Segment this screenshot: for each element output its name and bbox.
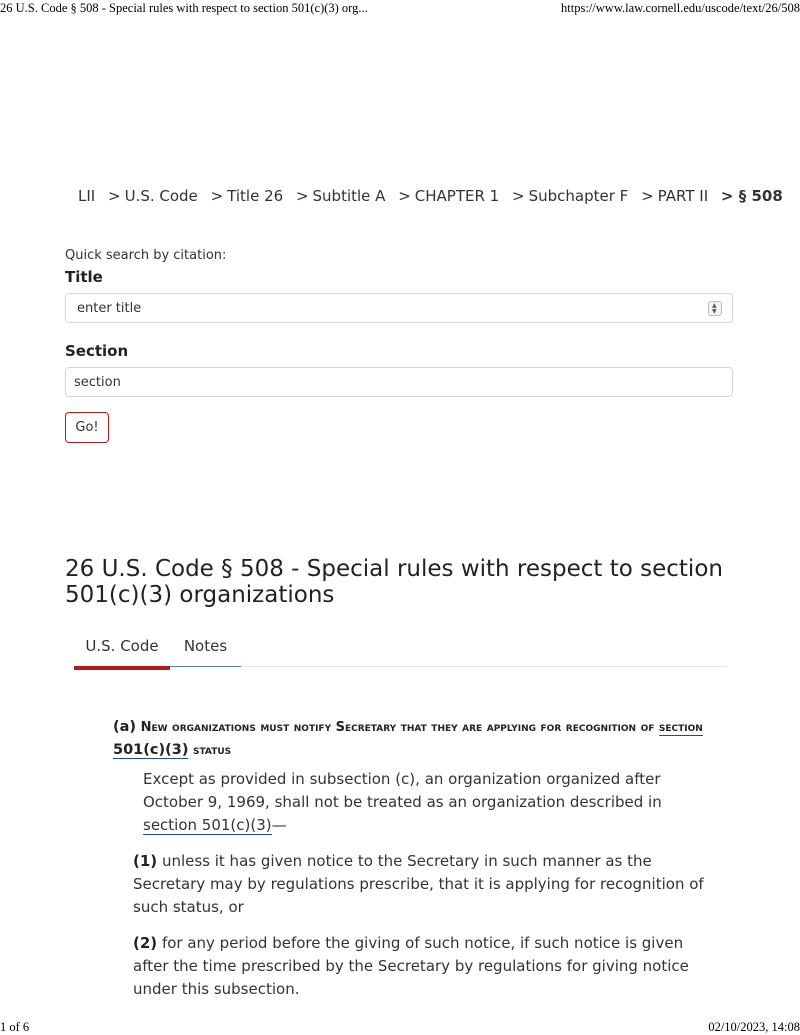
chevron-down-icon[interactable]: ▼ <box>712 308 717 315</box>
print-header-url: https://www.law.cornell.edu/uscode/text/26/508 <box>561 1 800 15</box>
heading-link-word: section <box>658 720 703 735</box>
section-field-label: Section <box>65 342 129 360</box>
paragraph-2-text: for any period before the giving of such notice, if such notice is given after the time prescribed by the Secretary by regulations for giving notice under this subsection. <box>133 934 689 998</box>
tab-us-code[interactable]: U.S. Code <box>74 632 170 670</box>
statute-content <box>113 716 713 1001</box>
section-input[interactable] <box>65 367 733 397</box>
heading-link-number: 501(c)(3) <box>113 742 189 758</box>
breadcrumb-title-26[interactable]: Title 26 <box>227 187 284 205</box>
breadcrumb-separator: > <box>295 187 309 205</box>
breadcrumb <box>78 187 783 205</box>
breadcrumb-subchapter-f[interactable]: Subchapter F <box>528 187 629 205</box>
chevron-up-icon[interactable]: ▲ <box>712 302 717 309</box>
quick-search-label: Quick search by citation: <box>65 248 227 263</box>
breadcrumb-separator: > <box>641 187 654 205</box>
breadcrumb-separator: > <box>512 187 525 205</box>
breadcrumb-current-label: § 508 <box>738 187 783 205</box>
paragraph-1 <box>133 850 708 919</box>
paragraph-1-text: unless it has given notice to the Secretary in such manner as the Secretary may by regulations prescribe, that it is applying for recognition of such status, or <box>133 852 704 916</box>
section-501c3-link[interactable]: section 501(c)(3) <box>143 816 272 834</box>
breadcrumb-current <box>721 187 783 205</box>
title-field-label: Title <box>65 268 103 286</box>
paragraph-1-marker: (1) <box>133 852 158 870</box>
paragraph-2 <box>133 932 708 1001</box>
breadcrumb-subtitle-a[interactable]: Subtitle A <box>312 187 386 205</box>
subsection-a-heading-text: New organizations must notify Secretary that they are applying for recognition of <box>140 720 655 735</box>
subsection-a-intro <box>143 768 688 837</box>
print-header-title: 26 U.S. Code § 508 - Special rules with respect to section 501(c)(3) org... <box>0 1 368 15</box>
title-input-placeholder: enter title <box>77 301 142 316</box>
breadcrumb-separator: > <box>398 187 411 205</box>
tab-notes[interactable]: Notes <box>170 632 241 667</box>
breadcrumb-us-code[interactable]: U.S. Code <box>124 187 198 205</box>
print-footer-page: 1 of 6 <box>0 1020 30 1034</box>
page-title: 26 U.S. Code § 508 - Special rules with respect to section 501(c)(3) organizations <box>65 556 723 608</box>
breadcrumb-part-ii[interactable]: PART II <box>657 187 709 205</box>
breadcrumb-separator: > <box>108 187 121 205</box>
breadcrumb-lii[interactable]: LII <box>78 187 96 205</box>
subsection-a-heading-suffix: status <box>193 743 232 758</box>
paragraph-2-marker: (2) <box>133 934 158 952</box>
breadcrumb-chapter-1[interactable]: CHAPTER 1 <box>414 187 500 205</box>
subsection-a-marker: (a) <box>113 719 137 735</box>
breadcrumb-separator: > <box>720 187 734 205</box>
print-footer-datetime: 02/10/2023, 14:08 <box>708 1020 800 1034</box>
title-input[interactable] <box>65 293 733 323</box>
intro-dash: — <box>271 816 287 834</box>
section-input-placeholder: section <box>74 375 121 390</box>
go-button[interactable]: Go! <box>65 412 109 443</box>
title-spinner[interactable] <box>708 301 722 316</box>
intro-text: Except as provided in subsection (c), an organization organized after October 9, 1969, shall not be treated as an organization described in <box>143 770 662 811</box>
subsection-a-heading <box>113 716 713 762</box>
breadcrumb-separator: > <box>210 187 224 205</box>
tab-bar <box>74 632 727 667</box>
